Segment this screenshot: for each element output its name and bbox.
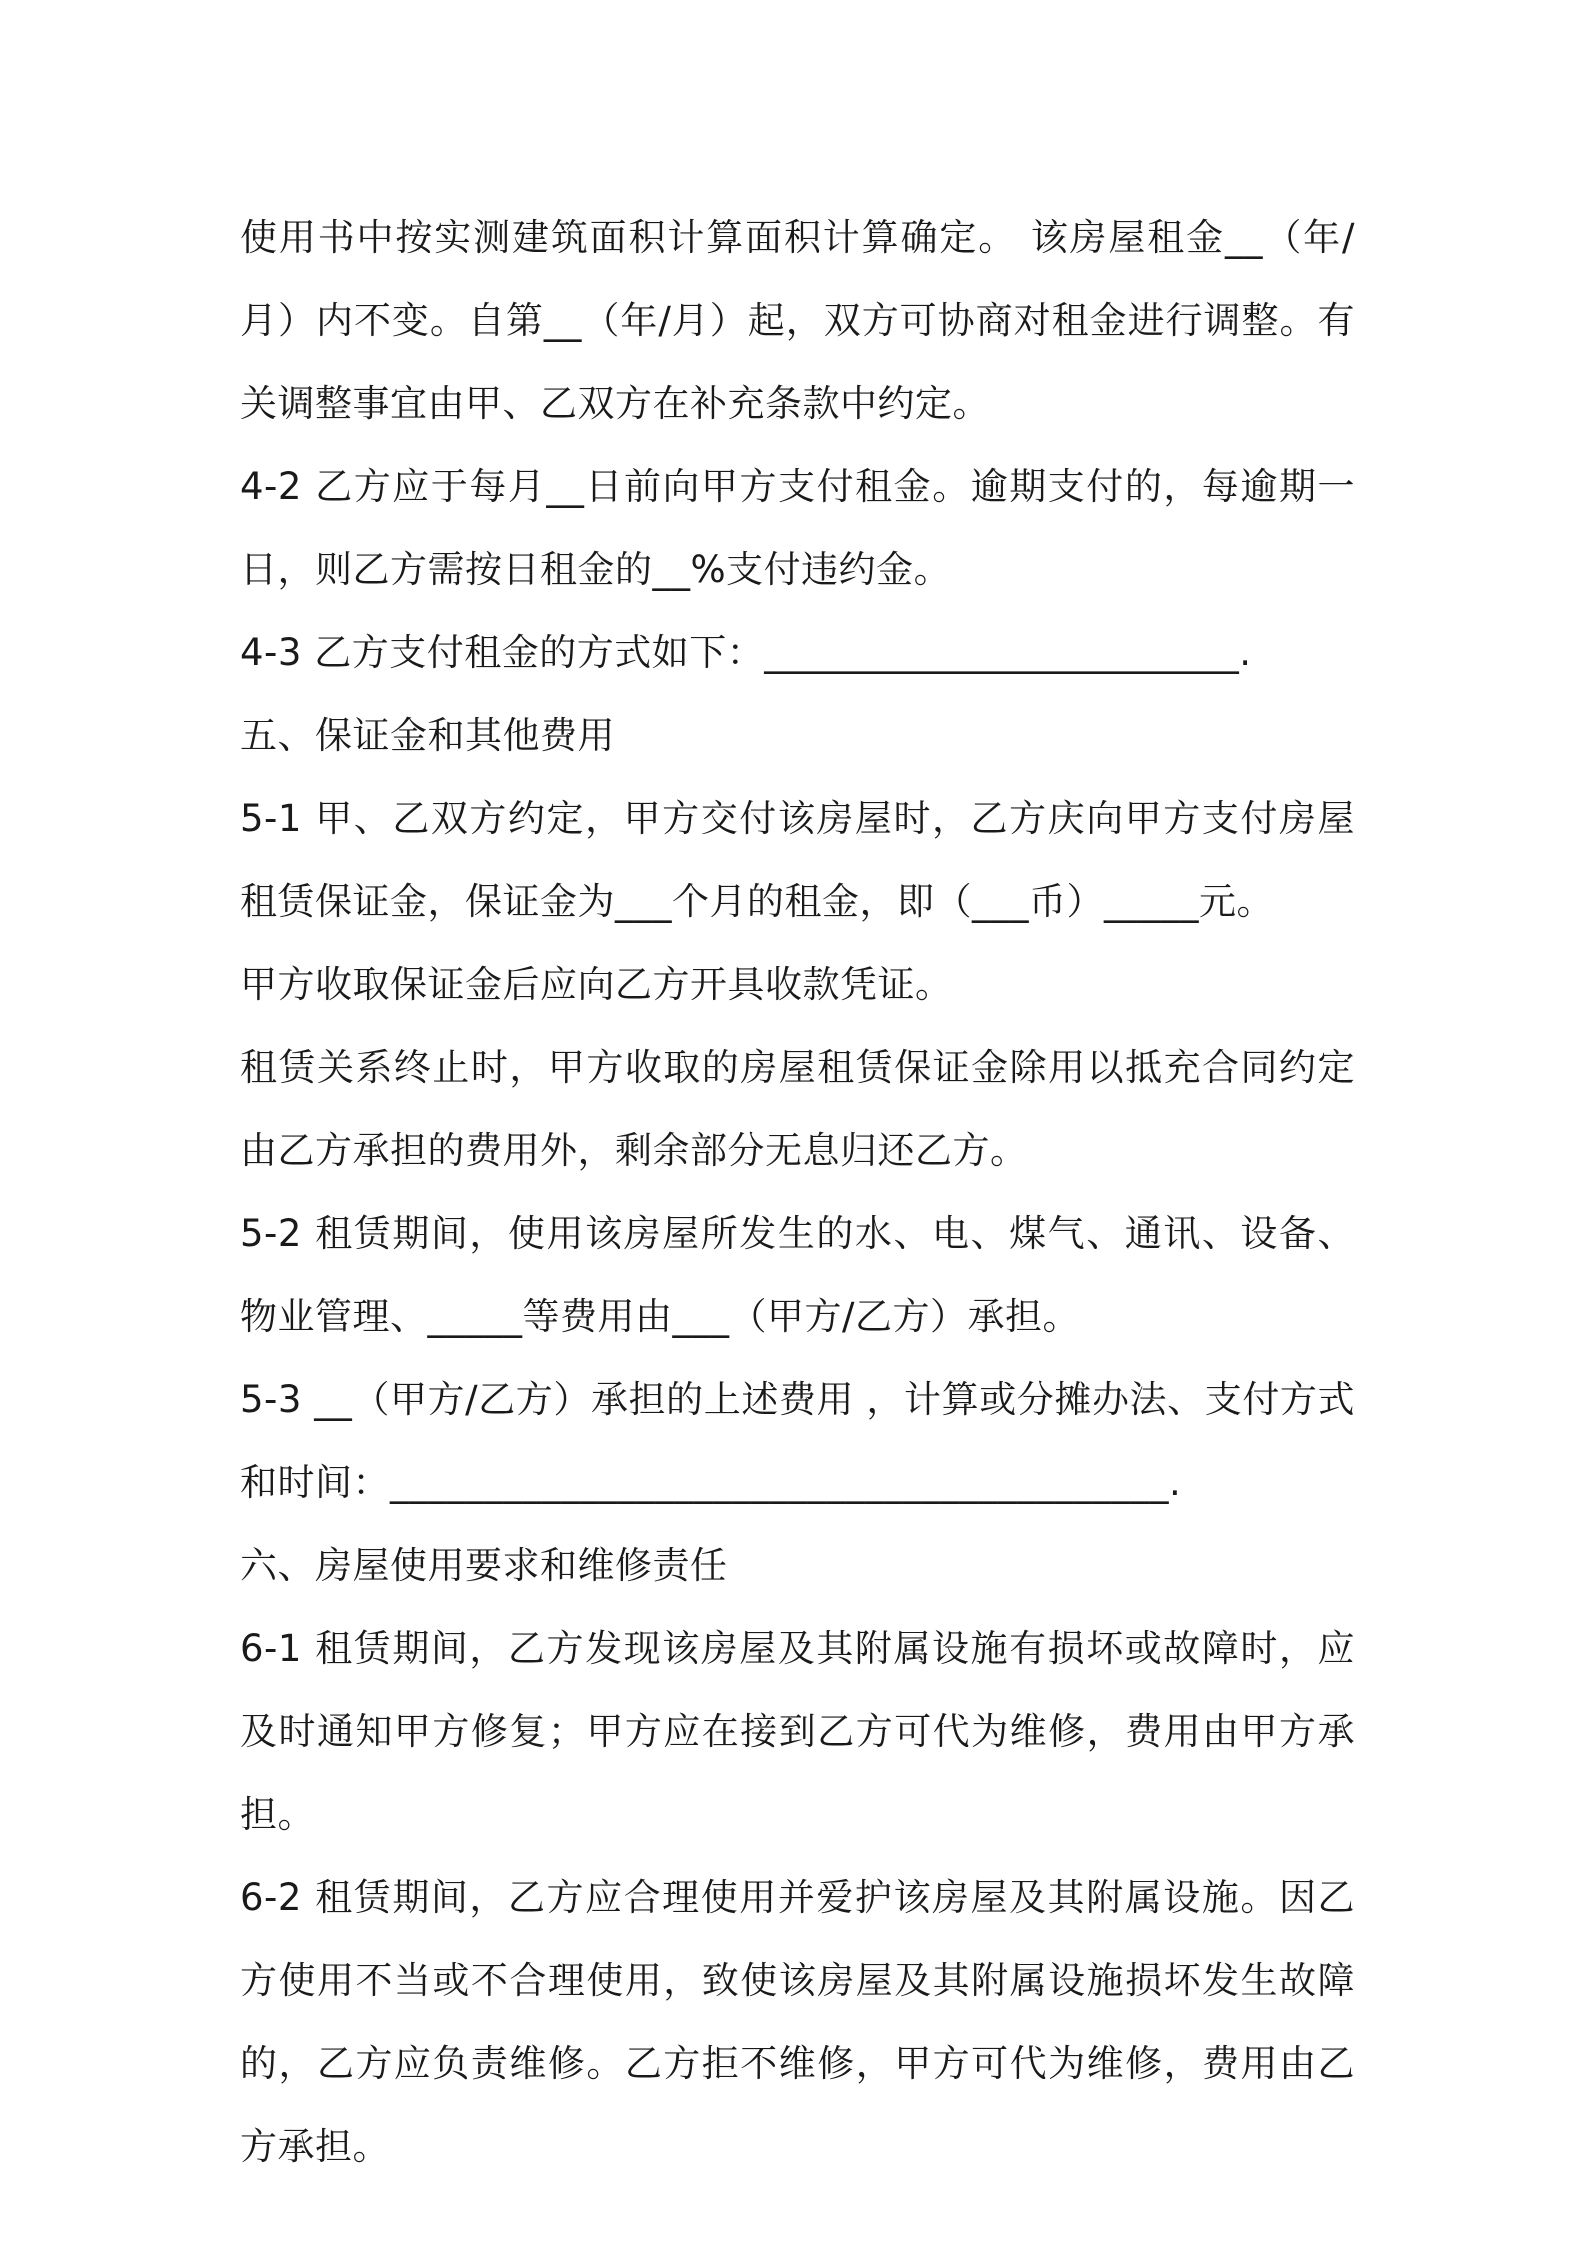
paragraph-5-1: 5-1 甲、乙双方约定，甲方交付该房屋时，乙方庆向甲方支付房屋租赁保证金，保证金为___个月的租金，即（___币）_____元。 <box>240 797 1355 923</box>
paragraph-rent-terms: 使用书中按实测建筑面积计算面积计算确定。 该房屋租金__（年/月）内不变。自第__（年/月）起，双方可协商对租金进行调整。有关调整事宜由甲、乙双方在补充条款中约定。 <box>240 216 1355 425</box>
paragraph-5-2: 5-2 租赁期间，使用该房屋所发生的水、电、煤气、通讯、设备、物业管理、_____等费用由___（甲方/乙方）承担。 <box>240 1212 1355 1338</box>
paragraph-deposit-return: 租赁关系终止时，甲方收取的房屋租赁保证金除用以抵充合同约定由乙方承担的费用外，剩余部分无息归还乙方。 <box>240 1046 1355 1172</box>
paragraph-deposit-receipt: 甲方收取保证金后应向乙方开具收款凭证。 <box>240 963 953 1006</box>
paragraph-4-3: 4-3 乙方支付租金的方式如下：_________________________. <box>240 631 1252 674</box>
paragraph-5-3: 5-3 __（甲方/乙方）承担的上述费用 ，计算或分摊办法、支付方式和时间：_________________________________________. <box>240 1378 1355 1504</box>
paragraph-6-1: 6-1 租赁期间，乙方发现该房屋及其附属设施有损坏或故障时，应及时通知甲方修复；甲方应在接到乙方可代为维修，费用由甲方承担。 <box>240 1627 1355 1836</box>
section-heading-5: 五、保证金和其他费用 <box>240 714 615 757</box>
section-heading-6: 六、房屋使用要求和维修责任 <box>240 1544 728 1587</box>
document-body <box>240 196 1355 2188</box>
paragraph-6-2: 6-2 租赁期间，乙方应合理使用并爱护该房屋及其附属设施。因乙方使用不当或不合理使用，致使该房屋及其附属设施损坏发生故障的，乙方应负责维修。乙方拒不维修，甲方可代为维修，费用由乙方承担。 <box>240 1876 1355 2168</box>
paragraph-4-2: 4-2 乙方应于每月__日前向甲方支付租金。逾期支付的，每逾期一日，则乙方需按日租金的__%支付违约金。 <box>240 465 1355 591</box>
